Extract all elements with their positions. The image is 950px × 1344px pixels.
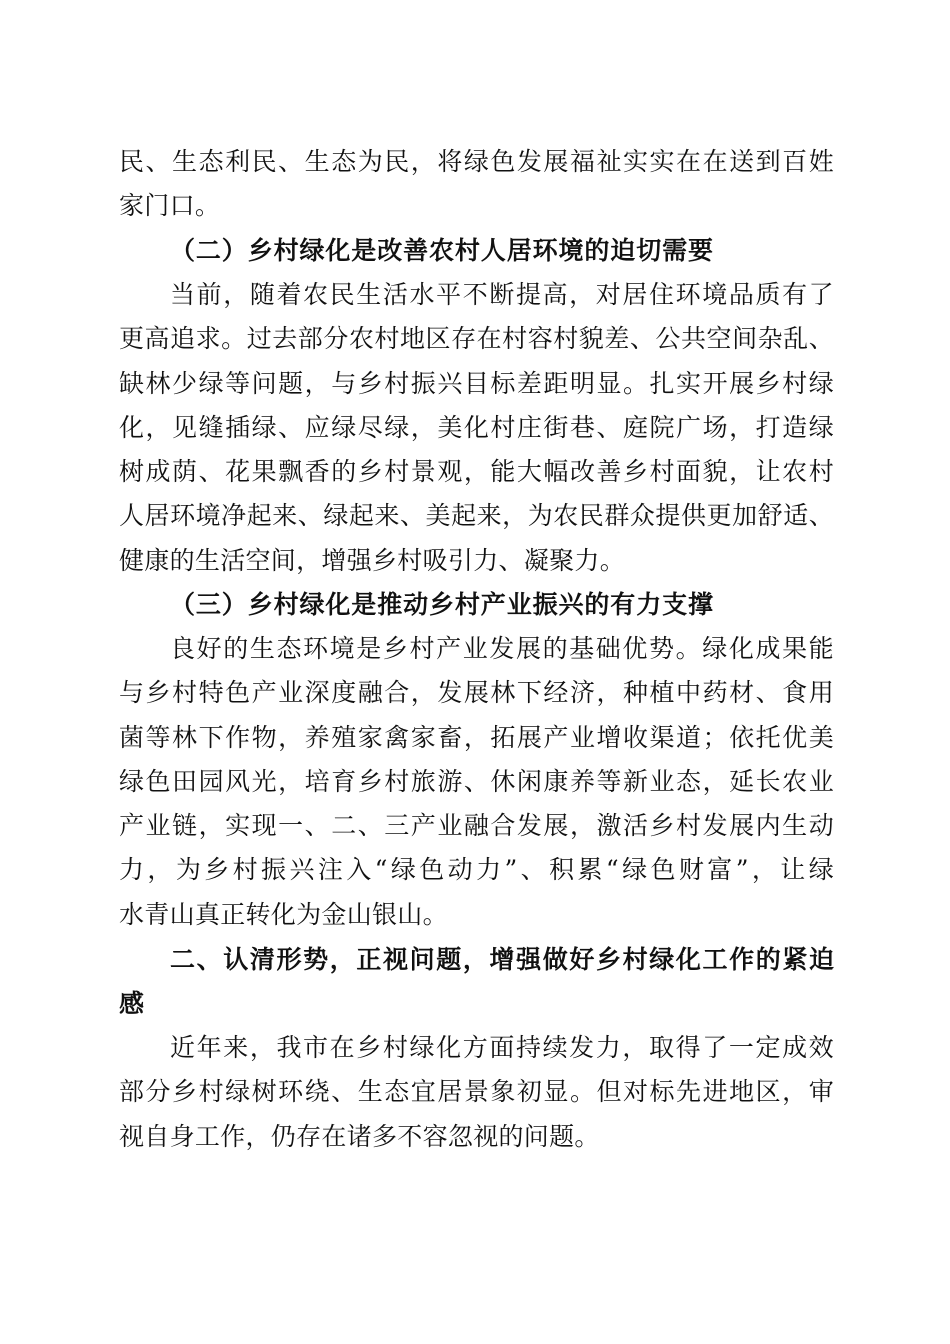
paragraph-line: 更高追求。过去部分农村地区存在村容村貌差、公共空间杂乱、 — [119, 324, 834, 353]
paragraph-line: 产业链，实现一、二、三产业融合发展，激活乡村发展内生动 — [119, 811, 834, 840]
paragraph-line: 力，为乡村振兴注入“绿色动力”、积累“绿色财富”，让绿 — [119, 855, 834, 884]
section-heading-2: 二、认清形势，正视问题，增强做好乡村绿化工作的紧迫 — [170, 945, 834, 974]
paragraph-line: 良好的生态环境是乡村产业发展的基础优势。绿化成果能 — [170, 634, 834, 663]
paragraph-line: 水青山真正转化为金山银山。 — [119, 900, 448, 929]
paragraph-line: 家门口。 — [119, 191, 221, 220]
paragraph-line: 人居环境净起来、绿起来、美起来，为农民群众提供更加舒适、 — [119, 501, 834, 530]
paragraph-line: 缺林少绿等问题，与乡村振兴目标差距明显。扎实开展乡村绿 — [119, 369, 834, 398]
paragraph-line: 近年来，我市在乡村绿化方面持续发力，取得了一定成效 — [170, 1033, 834, 1062]
paragraph-line: 视自身工作，仍存在诸多不容忽视的问题。 — [119, 1122, 600, 1151]
paragraph-line: 民、生态利民、生态为民，将绿色发展福祉实实在在送到百姓 — [119, 147, 834, 176]
paragraph-line: 当前，随着农民生活水平不断提高，对居住环境品质有了 — [170, 280, 834, 309]
paragraph-line: 菌等林下作物，养殖家禽家畜，拓展产业增收渠道；依托优美 — [119, 723, 834, 752]
paragraph-line: 与乡村特色产业深度融合，发展林下经济，种植中药材、食用 — [119, 678, 834, 707]
section-subheading-2: （二）乡村绿化是改善农村人居环境的迫切需要 — [170, 236, 714, 265]
paragraph-line: 部分乡村绿树环绕、生态宜居景象初显。但对标先进地区，审 — [119, 1077, 834, 1106]
paragraph-line: 化，见缝插绿、应绿尽绿，美化村庄街巷、庭院广场，打造绿 — [119, 413, 834, 442]
paragraph-line: 绿色田园风光，培育乡村旅游、休闲康养等新业态，延长农业 — [119, 767, 834, 796]
paragraph-line: 健康的生活空间，增强乡村吸引力、凝聚力。 — [119, 546, 626, 575]
section-heading-2-continued: 感 — [119, 989, 145, 1018]
section-subheading-3: （三）乡村绿化是推动乡村产业振兴的有力支撑 — [170, 590, 714, 619]
paragraph-line: 树成荫、花果飘香的乡村景观，能大幅改善乡村面貌，让农村 — [119, 457, 834, 486]
